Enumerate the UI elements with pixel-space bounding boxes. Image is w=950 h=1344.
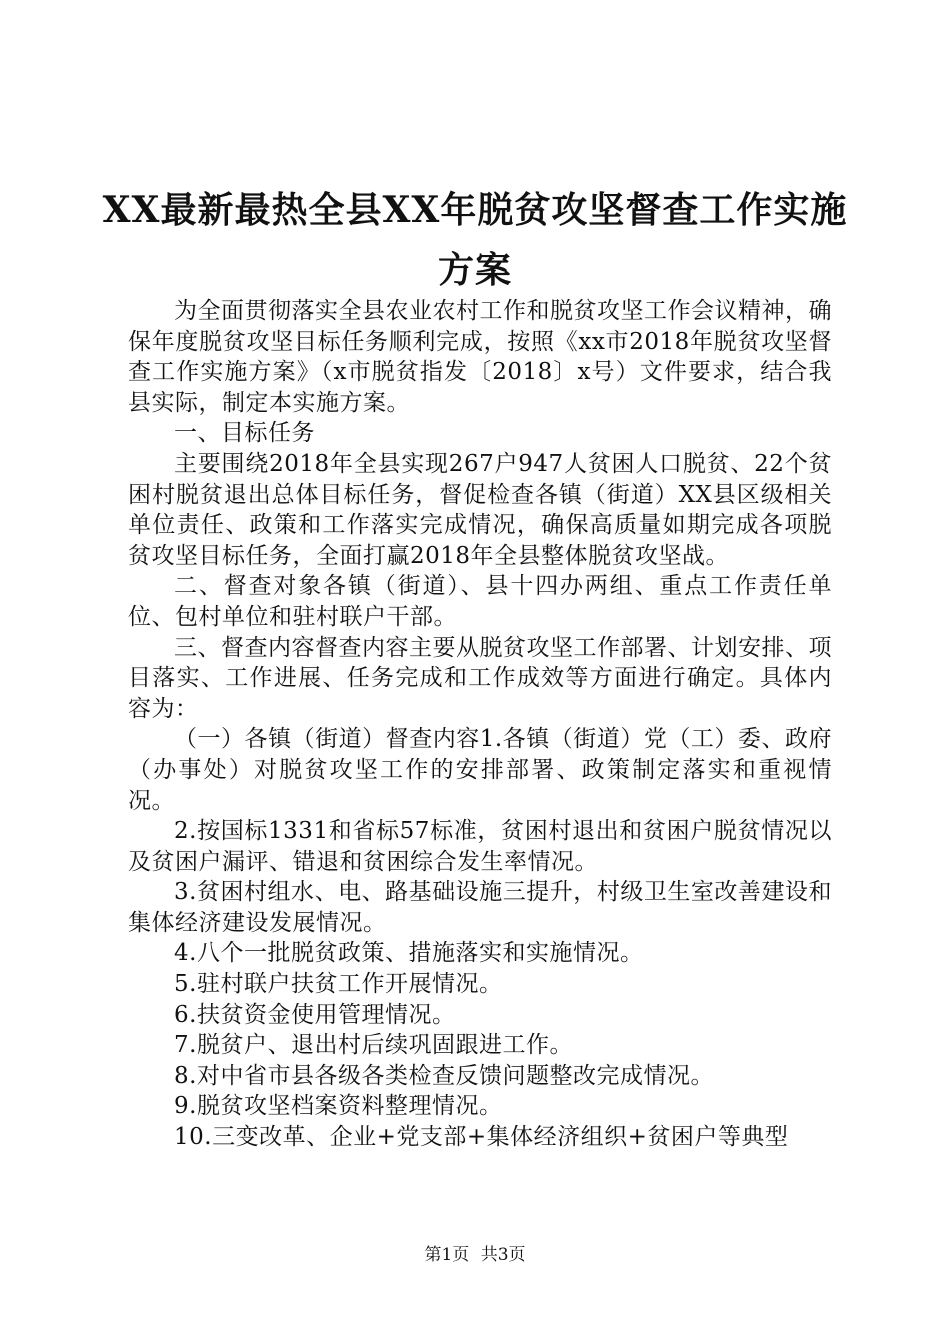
page-footer xyxy=(0,1244,950,1266)
paragraph-item-3: 3.贫困村组水、电、路基础设施三提升，村级卫生室改善建设和集体经济建设发展情况。 xyxy=(128,879,832,936)
page-number: 第1页 xyxy=(424,1245,470,1265)
paragraph-item-8: 8.对中省市县各级各类检查反馈问题整改完成情况。 xyxy=(174,1062,714,1089)
paragraph-inspection-content: 三、督查内容督查内容主要从脱贫攻坚工作部署、计划安排、项目落实、工作进展、任务完成和工作成效等方面进行确定。具体内容为： xyxy=(128,634,832,722)
heading-goals: 一、目标任务 xyxy=(174,420,315,447)
paragraph-item-5: 5.驻村联户扶贫工作开展情况。 xyxy=(174,971,503,998)
paragraph-inspection-targets: 二、督查对象各镇（街道）、县十四办两组、重点工作责任单位、包村单位和驻村联户干部。 xyxy=(128,573,832,630)
paragraph-item-7: 7.脱贫户、退出村后续巩固跟进工作。 xyxy=(174,1032,573,1059)
paragraph-item-2: 2.按国标1331和省标57标准，贫困村退出和贫困户脱贫情况以及贫困户漏评、错退和贫困综合发生率情况。 xyxy=(128,818,832,875)
paragraph-goals: 主要围绕2018年全县实现267户947人贫困人口脱贫、22个贫困村脱贫退出总体目标任务，督促检查各镇（街道）XX县区级相关单位责任、政策和工作落实完成情况，确保高质量如期完成各项脱贫攻坚目标任务，全面打赢2018年全县整体脱贫攻坚战。 xyxy=(128,450,832,569)
paragraph-item-6: 6.扶贫资金使用管理情况。 xyxy=(174,1001,456,1028)
paragraph-item-1: （一）各镇（街道）督查内容1.各镇（街道）党（工）委、政府（办事处）对脱贫攻坚工作的安排部署、政策制定落实和重视情况。 xyxy=(128,726,832,814)
paragraph-item-4: 4.八个一批脱贫政策、措施落实和实施情况。 xyxy=(174,940,644,967)
document-title-line-2: 方案 xyxy=(437,249,512,291)
paragraph-intro: 为全面贯彻落实全县农业农村工作和脱贫攻坚工作会议精神，确保年度脱贫攻坚目标任务顺利完成，按照《xx市2018年脱贫攻坚督查工作实施方案》（x市脱贫指发〔2018〕x号）文件要求，结合我县实际，制定本实施方案。 xyxy=(128,298,832,416)
document-title-line-1: XX最新最热全县XX年脱贫攻坚督查工作实施 xyxy=(102,189,848,231)
paragraph-item-10: 10.三变改革、企业+党支部+集体经济组织+贫困户等典型 xyxy=(174,1124,789,1151)
page-total: 共3页 xyxy=(480,1245,526,1265)
document-body xyxy=(128,296,832,1153)
paragraph-item-9: 9.脱贫攻坚档案资料整理情况。 xyxy=(174,1093,503,1120)
